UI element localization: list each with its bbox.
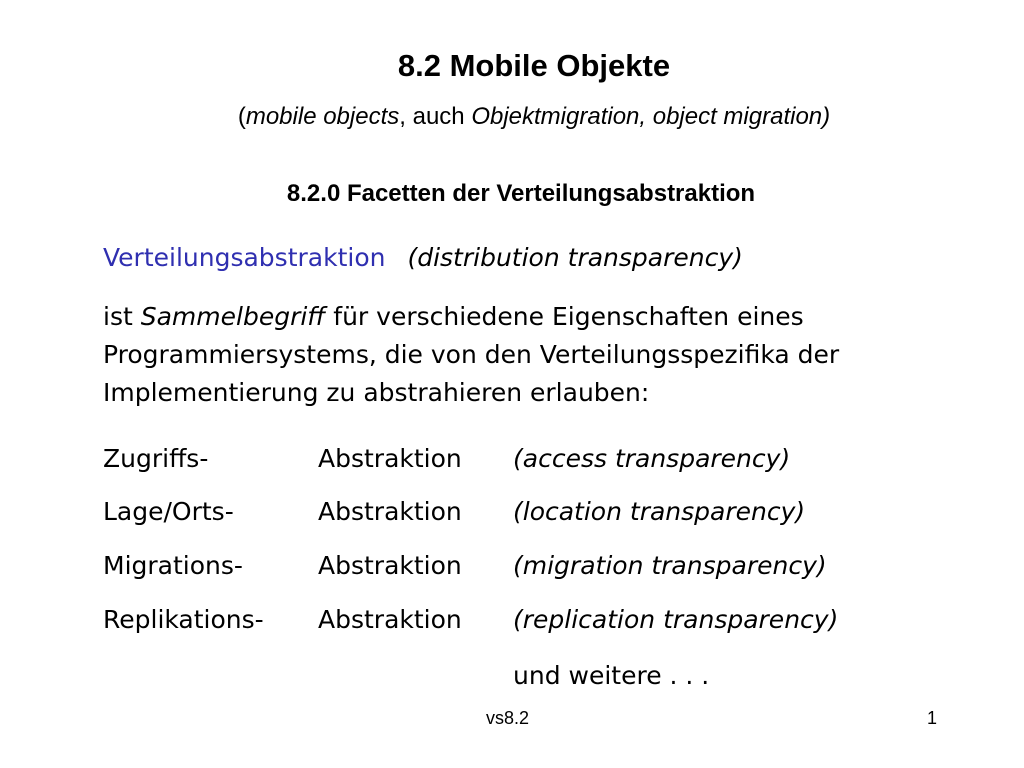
facet-english: (access transparency)	[513, 444, 791, 473]
facet-word: Abstraktion	[318, 444, 462, 473]
facet-word: Abstraktion	[318, 605, 462, 634]
facet-english: (location transparency)	[513, 497, 806, 526]
slide-subtitle	[230, 100, 838, 134]
section-heading: 8.2.0 Facetten der Verteilungsabstraktion	[286, 180, 756, 207]
definition-keyword: Sammelbegriff	[140, 302, 326, 331]
facet-english: (migration transparency)	[513, 551, 827, 580]
facet-prefix: Migrations-	[103, 551, 243, 580]
definition-prefix: ist	[103, 302, 141, 331]
facet-prefix: Lage/Orts-	[103, 497, 234, 526]
footer-slide-id: vs8.2	[486, 708, 530, 728]
subtitle-synonyms: Objektmigration, object migration)	[471, 103, 831, 130]
definition-text: für verschiedene Eigenschaften eines Programmiersystems, die von den Verteilungsspezifika der Implementierung zu abstrahieren erlauben:	[103, 302, 840, 407]
more-facets-note: und weitere . . .	[513, 661, 710, 690]
footer-page-number: 1	[927, 708, 938, 728]
slide-title: 8.2 Mobile Objekte	[397, 48, 671, 83]
definition-paragraph	[103, 298, 903, 412]
facet-word: Abstraktion	[318, 497, 462, 526]
term-german: Verteilungsabstraktion	[103, 243, 386, 272]
subtitle-connector: , auch	[399, 103, 472, 130]
subtitle-open-paren: (	[237, 103, 246, 130]
facet-english: (replication transparency)	[513, 605, 839, 634]
facet-prefix: Replikations-	[103, 605, 264, 634]
term-definition-line	[103, 243, 743, 272]
subtitle-english-term: mobile objects	[245, 103, 400, 130]
facet-word: Abstraktion	[318, 551, 462, 580]
term-english: (distribution transparency)	[407, 243, 743, 272]
facet-prefix: Zugriffs-	[103, 444, 209, 473]
